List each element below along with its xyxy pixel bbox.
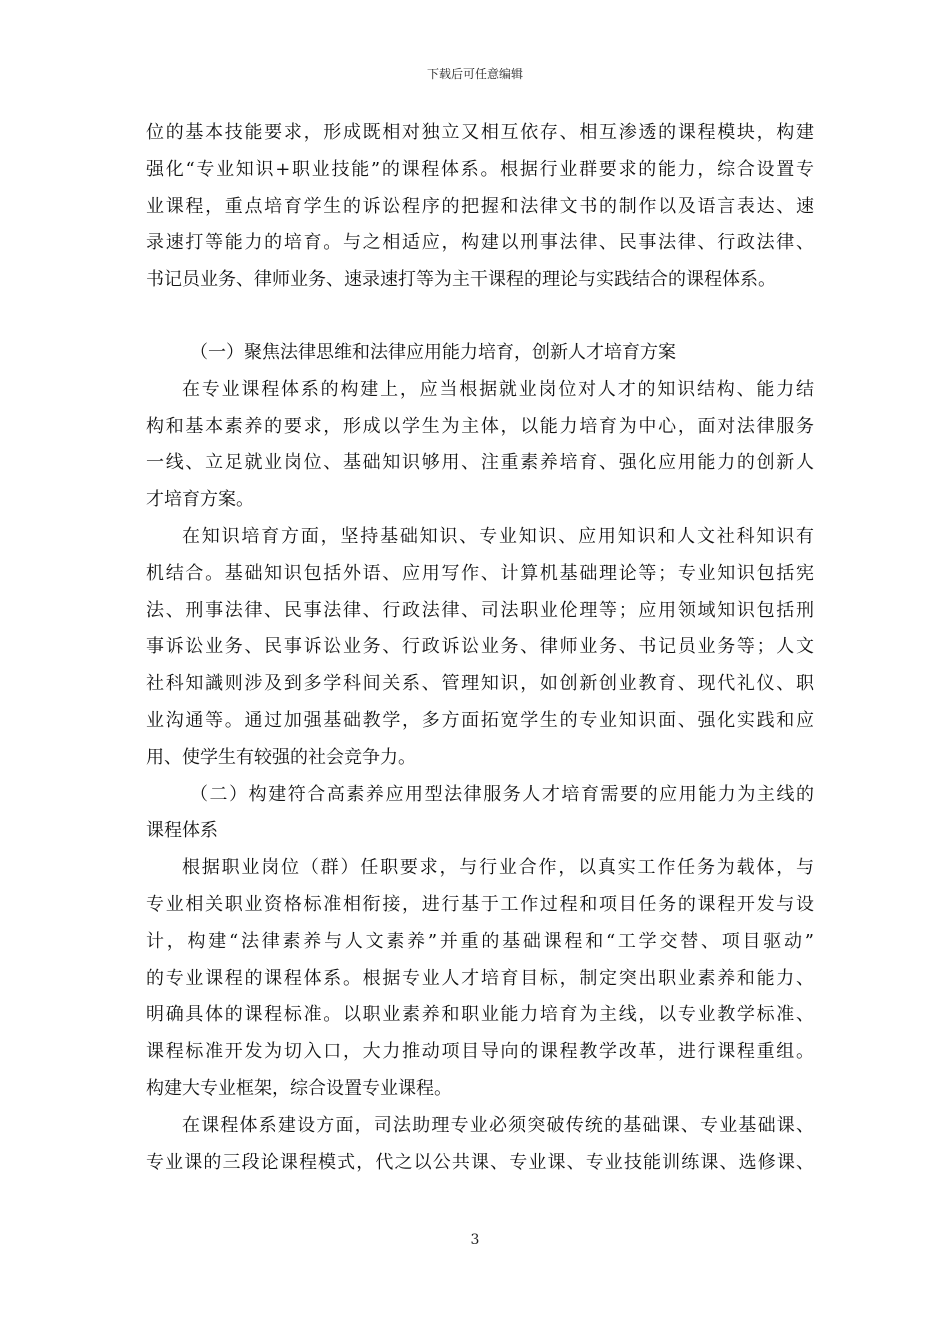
text-line: 专业相关职业资格标准相衔接，进行基于工作过程和项目任务的课程开发与设 (146, 893, 814, 915)
heading-line: （二）构建符合高素养应用型法律服务人才培育需要的应用能力为主线的 (190, 783, 814, 805)
page-header: 下载后可任意编辑 (426, 67, 523, 81)
paragraph-curriculum-system (146, 1115, 814, 1174)
text-line: 录速打等能力的培育。与之相适应，构建以刑事法律、民事法律、行政法律、 (146, 232, 814, 254)
text-line: 明确具体的课程标准。以职业素养和职业能力培育为主线，以专业教学标准、 (146, 1004, 814, 1026)
text-line: 构建大专业框架，综合设置专业课程。 (146, 1077, 452, 1099)
text-line: 事诉讼业务、民事诉讼业务、行政诉讼业务、律师业务、书记员业务等；人文 (146, 636, 814, 658)
page-number: 3 (470, 1232, 480, 1248)
text-line: 机结合。基础知识包括外语、应用写作、计算机基础理论等；专业知识包括宪 (146, 562, 814, 584)
paragraph-gap (146, 306, 814, 342)
text-line: 的专业课程的课程体系。根据专业人才培育目标，制定突出职业素养和能力、 (146, 967, 814, 989)
text-line: 根据职业岗位（群）任职要求，与行业合作，以真实工作任务为载体，与 (182, 857, 814, 879)
text-line: 一线、立足就业岗位、基础知识够用、注重素养培育、强化应用能力的创新人 (146, 452, 814, 474)
section-heading-two (146, 784, 814, 843)
paragraph-job-requirements (146, 857, 814, 1100)
paragraph-curriculum-construction (146, 379, 814, 511)
text-line: 法、刑事法律、民事法律、行政法律、司法职业伦理等；应用领域知识包括刑 (146, 599, 814, 621)
text-line: 社科知識则涉及到多学科间关系、管理知识，如创新创业教育、现代礼仪、职 (146, 673, 814, 695)
text-line: 构和基本素养的要求，形成以学生为主体，以能力培育为中心，面对法律服务 (146, 415, 814, 437)
text-line: 课程标准开发为切入口，大力推动项目导向的课程教学改革，进行课程重组。 (146, 1041, 814, 1063)
text-line: 用、使学生有较强的社会竞争力。 (146, 746, 416, 768)
document-body (146, 122, 814, 1188)
text-line: 在专业课程体系的构建上，应当根据就业岗位对人才的知识结构、能力结 (182, 378, 814, 400)
paragraph-knowledge-training (146, 526, 814, 769)
text-line: 才培育方案。 (146, 489, 254, 511)
paragraph-intro (146, 122, 814, 291)
text-line: 强化“专业知识+职业技能”的课程体系。根据行业群要求的能力，综合设置专 (146, 158, 814, 180)
section-heading-one (146, 342, 814, 364)
text-line: 业沟通等。通过加强基础教学，多方面拓宽学生的专业知识面、强化实践和应 (146, 709, 814, 731)
text-line: 在课程体系建设方面，司法助理专业必须突破传统的基础课、专业基础课、 (182, 1114, 814, 1136)
heading-line: （一）聚焦法律思维和法律应用能力培育，创新人才培育方案 (190, 341, 676, 363)
heading-line: 课程体系 (146, 820, 218, 842)
text-line: 在知识培育方面，坚持基础知识、专业知识、应用知识和人文社科知识有 (182, 525, 814, 547)
text-line: 专业课的三段论课程模式，代之以公共课、专业课、专业技能训练课、选修课、 (146, 1151, 814, 1173)
text-line: 业课程，重点培育学生的诉讼程序的把握和法律文书的制作以及语言表达、速 (146, 195, 814, 217)
text-line: 计，构建“法律素养与人文素养”并重的基础课程和“工学交替、项目驱动” (146, 930, 814, 952)
text-line: 位的基本技能要求，形成既相对独立又相互依存、相互渗透的课程模块，构建 (146, 122, 814, 143)
text-line: 书记员业务、律师业务、速录速打等为主干课程的理论与实践结合的课程体系。 (146, 269, 776, 291)
